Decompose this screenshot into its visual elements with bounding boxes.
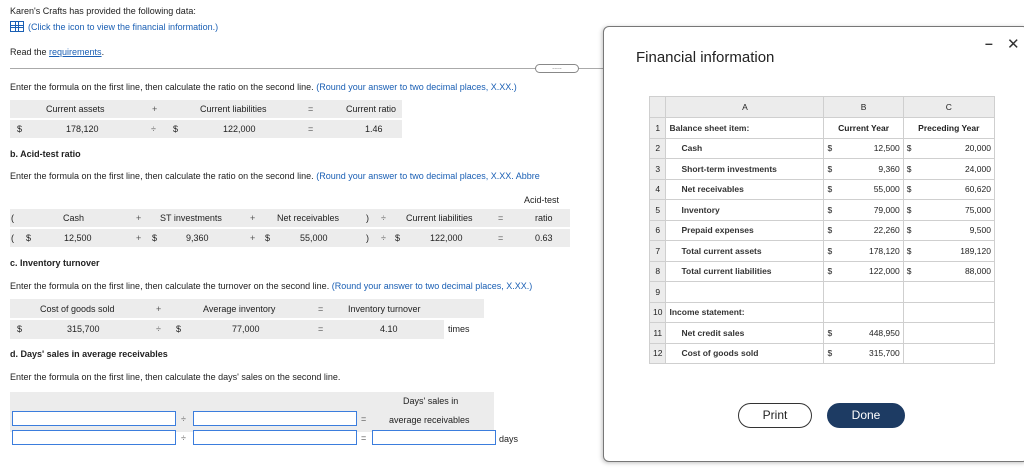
part-d-instruction: Enter the formula on the first line, then calculate the days' sales on the second line. xyxy=(10,372,341,382)
part-b-instruction: Enter the formula on the first line, then calculate the ratio on the second line. (Round your answer to two decimal places, X.XX. Abbre xyxy=(10,171,540,181)
current-year-currency: $ xyxy=(824,220,835,241)
table-row xyxy=(650,200,995,221)
requirements-link[interactable]: requirements xyxy=(49,47,102,57)
print-button[interactable]: Print xyxy=(738,403,812,428)
current-year-currency: $ xyxy=(824,179,835,200)
a-header-op: + xyxy=(152,104,158,114)
financial-info-link[interactable] xyxy=(10,21,218,32)
spreadsheet-icon[interactable] xyxy=(10,21,24,32)
current-year-currency: $ xyxy=(824,323,835,344)
row-number: 7 xyxy=(650,241,666,262)
a-currency-2: $ xyxy=(173,124,179,134)
b-net-receivables-value: 55,000 xyxy=(300,233,328,243)
current-year-value: 79,000 xyxy=(835,200,903,221)
d-op-2: ÷ xyxy=(181,433,186,443)
table-row xyxy=(650,323,995,344)
row-label: Total current assets xyxy=(666,241,824,262)
table-row xyxy=(650,118,995,139)
d-eq-2: = xyxy=(361,433,367,443)
a-header-current-assets: Current assets xyxy=(46,104,105,114)
row-label: Inventory xyxy=(666,200,824,221)
b-st-investments-value: 9,360 xyxy=(186,233,209,243)
row-number: 8 xyxy=(650,261,666,282)
table-row xyxy=(650,261,995,282)
b-current-liabilities-value: 122,000 xyxy=(430,233,463,243)
b-eq: = xyxy=(498,233,504,243)
current-year-value: 22,260 xyxy=(835,220,903,241)
c-header-inventory-turnover: Inventory turnover xyxy=(348,304,421,314)
row-label: Short-term investments xyxy=(666,159,824,180)
row-label: Net credit sales xyxy=(666,323,824,344)
preceding-year-value xyxy=(914,302,994,323)
header-current-year: Current Year xyxy=(824,118,903,139)
b-paren-open: ( xyxy=(11,233,14,243)
part-b-label: b. Acid-test ratio xyxy=(10,149,81,159)
b-plus-1: + xyxy=(136,233,142,243)
c-header-eq: = xyxy=(318,304,324,314)
preceding-year-currency: $ xyxy=(903,200,914,221)
column-header-c: C xyxy=(903,97,994,118)
c-average-inventory-value: 77,000 xyxy=(232,324,260,334)
a-header-current-liabilities: Current liabilities xyxy=(200,104,267,114)
b-plus-2: + xyxy=(250,233,256,243)
d-header-result-1: Days' sales in xyxy=(403,396,459,406)
row-number: 2 xyxy=(650,138,666,159)
preceding-year-value: 60,620 xyxy=(914,179,994,200)
column-header-b: B xyxy=(824,97,903,118)
table-row xyxy=(650,343,995,364)
c-header-cogs: Cost of goods sold xyxy=(40,304,115,314)
done-button[interactable]: Done xyxy=(827,403,905,428)
read-requirements: Read the requirements. xyxy=(10,47,105,57)
preceding-year-value: 75,000 xyxy=(914,200,994,221)
b-header-eq: = xyxy=(498,213,504,223)
b-header-paren-open: ( xyxy=(11,213,14,223)
a-op: ÷ xyxy=(151,124,156,134)
d-header-result-2: average receivables xyxy=(389,415,470,425)
row-label: Balance sheet item: xyxy=(666,118,824,139)
row-label: Prepaid expenses xyxy=(666,220,824,241)
part-a-instruction: Enter the formula on the first line, then calculate the ratio on the second line. (Round your answer to two decimal places, X.XX.) xyxy=(10,82,517,92)
row-label: Total current liabilities xyxy=(666,261,824,282)
preceding-year-value xyxy=(914,323,994,344)
b-header-result-1: Acid-test xyxy=(524,195,560,205)
b-currency-4: $ xyxy=(395,233,401,243)
row-label: Cash xyxy=(666,138,824,159)
row-number: 11 xyxy=(650,323,666,344)
table-row xyxy=(650,241,995,262)
financial-info-dialog xyxy=(603,26,1024,462)
current-year-currency: $ xyxy=(824,343,835,364)
c-currency-2: $ xyxy=(176,324,182,334)
a-header-current-ratio: Current ratio xyxy=(346,104,397,114)
row-number: 3 xyxy=(650,159,666,180)
b-paren-close: ) xyxy=(366,233,369,243)
preceding-year-currency xyxy=(903,282,914,303)
part-d-label: d. Days' sales in average receivables xyxy=(10,349,168,359)
current-year-currency: $ xyxy=(824,159,835,180)
a-current-ratio-value: 1.46 xyxy=(365,124,383,134)
b-header-result-2: ratio xyxy=(535,213,553,223)
d-op-1: ÷ xyxy=(181,414,186,424)
header-preceding-year: Preceding Year xyxy=(903,118,994,139)
preceding-year-currency: $ xyxy=(903,241,914,262)
table-column-header-row xyxy=(650,97,995,118)
a-current-assets-value: 178,120 xyxy=(66,124,99,134)
icon-note: (Click the icon to view the financial information.) xyxy=(28,21,219,32)
preceding-year-value: 88,000 xyxy=(914,261,994,282)
c-currency-1: $ xyxy=(17,324,23,334)
b-header-current-liabilities: Current liabilities xyxy=(406,213,473,223)
b-header-paren-close: ) xyxy=(366,213,369,223)
row-number: 9 xyxy=(650,282,666,303)
d-value-input-1[interactable] xyxy=(12,430,176,445)
current-year-currency xyxy=(824,282,835,303)
table-row xyxy=(650,138,995,159)
d-value-input-2[interactable] xyxy=(193,430,357,445)
row-label: Net receivables xyxy=(666,179,824,200)
b-header-plus-2: + xyxy=(250,213,256,223)
c-header-average-inventory: Average inventory xyxy=(203,304,276,314)
intro-text: Karen's Crafts has provided the following data: xyxy=(10,6,196,16)
preceding-year-value: 9,500 xyxy=(914,220,994,241)
row-number: 10 xyxy=(650,302,666,323)
row-label: Cost of goods sold xyxy=(666,343,824,364)
row-number: 5 xyxy=(650,200,666,221)
b-currency-1: $ xyxy=(26,233,32,243)
table-row xyxy=(650,159,995,180)
table-row xyxy=(650,282,995,303)
part-c-label: c. Inventory turnover xyxy=(10,258,100,268)
row-label xyxy=(666,282,824,303)
a-current-liabilities-value: 122,000 xyxy=(223,124,256,134)
preceding-year-currency: $ xyxy=(903,138,914,159)
c-eq: = xyxy=(318,324,324,334)
b-cash-value: 12,500 xyxy=(64,233,92,243)
current-year-currency xyxy=(824,302,835,323)
row-number: 6 xyxy=(650,220,666,241)
d-result-input[interactable] xyxy=(372,430,496,445)
row-number: 1 xyxy=(650,118,666,139)
expand-handle[interactable]: ..... xyxy=(535,64,579,73)
b-div: ÷ xyxy=(381,233,386,243)
preceding-year-currency xyxy=(903,343,914,364)
row-label: Income statement: xyxy=(666,302,824,323)
b-currency-3: $ xyxy=(265,233,271,243)
current-year-value xyxy=(835,282,903,303)
b-header-plus-1: + xyxy=(136,213,142,223)
d-formula-input-1[interactable] xyxy=(12,411,176,426)
a-currency-1: $ xyxy=(17,124,23,134)
b-header-div: ÷ xyxy=(381,213,386,223)
current-year-value: 315,700 xyxy=(835,343,903,364)
preceding-year-currency: $ xyxy=(903,220,914,241)
current-year-currency: $ xyxy=(824,261,835,282)
table-row xyxy=(650,302,995,323)
a-eq: = xyxy=(308,124,314,134)
close-icon[interactable]: ✕ xyxy=(1007,36,1020,53)
b-header-net-receivables: Net receivables xyxy=(277,213,340,223)
table-row xyxy=(650,220,995,241)
preceding-year-value: 24,000 xyxy=(914,159,994,180)
c-unit-times: times xyxy=(448,324,470,334)
column-header-a: A xyxy=(666,97,824,118)
preceding-year-currency xyxy=(903,323,914,344)
part-c-instruction: Enter the formula on the first line, then calculate the turnover on the second line. (Round your answer to two decimal places, X.XX.) xyxy=(10,281,533,291)
financial-table xyxy=(649,96,995,364)
b-header-cash: Cash xyxy=(63,213,85,223)
preceding-year-currency: $ xyxy=(903,159,914,180)
d-unit-days: days xyxy=(499,434,519,444)
b-currency-2: $ xyxy=(152,233,158,243)
c-header-op: + xyxy=(156,304,162,314)
b-acid-test-value: 0.63 xyxy=(535,233,553,243)
preceding-year-value: 189,120 xyxy=(914,241,994,262)
current-year-currency: $ xyxy=(824,241,835,262)
row-number: 12 xyxy=(650,343,666,364)
preceding-year-value xyxy=(914,343,994,364)
current-year-value: 55,000 xyxy=(835,179,903,200)
part-b-value-row xyxy=(10,229,570,247)
current-year-value xyxy=(835,302,903,323)
row-number: 4 xyxy=(650,179,666,200)
c-inventory-turnover-value: 4.10 xyxy=(380,324,398,334)
b-header-st-investments: ST investments xyxy=(160,213,222,223)
preceding-year-value: 20,000 xyxy=(914,138,994,159)
dialog-title: Financial information xyxy=(636,49,775,66)
preceding-year-value xyxy=(914,282,994,303)
current-year-currency: $ xyxy=(824,200,835,221)
c-cogs-value: 315,700 xyxy=(67,324,100,334)
current-year-value: 12,500 xyxy=(835,138,903,159)
d-eq-1: = xyxy=(361,414,367,424)
preceding-year-currency xyxy=(903,302,914,323)
table-row xyxy=(650,179,995,200)
current-year-currency: $ xyxy=(824,138,835,159)
minimize-icon[interactable]: – xyxy=(985,35,993,51)
a-header-eq: = xyxy=(308,104,314,114)
current-year-value: 178,120 xyxy=(835,241,903,262)
d-formula-input-2[interactable] xyxy=(193,411,357,426)
preceding-year-currency: $ xyxy=(903,179,914,200)
current-year-value: 9,360 xyxy=(835,159,903,180)
preceding-year-currency: $ xyxy=(903,261,914,282)
current-year-value: 122,000 xyxy=(835,261,903,282)
current-year-value: 448,950 xyxy=(835,323,903,344)
c-op: ÷ xyxy=(156,324,161,334)
